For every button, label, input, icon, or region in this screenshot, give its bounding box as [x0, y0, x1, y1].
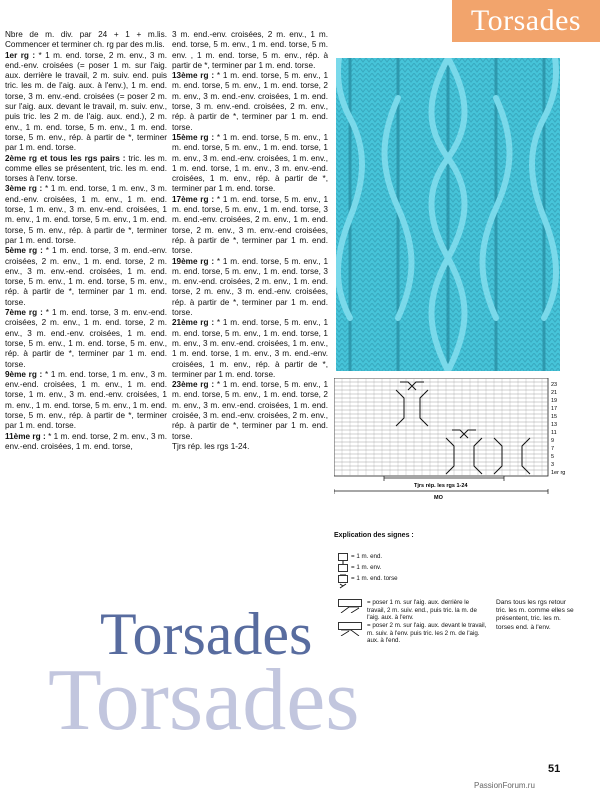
row-9-label: 9ème rg : [5, 369, 43, 379]
row-19-text: * 1 m. end. torse, 5 m. env., 1 m. end. torse, 5 m. env., 1 m. end. torse, 3 m. env.-end. croisées, 2 m. env., 1 m. end. torse, 2 m. env., 3 m. end.-env. croisées, rép. à partir de *, terminer par 1 m. end. torse. [172, 256, 328, 318]
row-label-7: 7 [551, 446, 555, 452]
row-17-label: 17ème rg : [172, 194, 215, 204]
row-7-text: * 1 m. end. torse, 3 m. env.-end. croisées, 2 m. env., 1 m. end. torse, 2 m. env., 3 m. end.-env. croisées, 1 m. end. torse, 5 m. env., 1 m. end. torse, 5 m. env., rép. à partir de *, terminer par 1 m. end. torse. [5, 308, 167, 369]
row-1-text: * 1 m. end. torse, 2 m. env., 3 m. end.-env. croisées (= poser 1 m. sur l'aig. aux. derrière le travail, 2 m. suiv. end. puis tric. les m. de l'aig. aux. à l'env.), 1 m. end. torse, 3 m. env.-end. croisées (= poser 2 m. sur l'aig. aux. devant le travail, m. suiv. env., puis tric. les 2 m. de l'aig. aux. end.), 2 m. env., 1 m. end. torse, 5 m. env., 1 m. end. torse, 5 m. env., rép. à partir de *, terminer par 1 m. end. torse. [5, 50, 167, 153]
big-title: Torsades [100, 601, 313, 667]
header-title: Torsades [470, 4, 582, 37]
row-label-5: 5 [551, 454, 555, 460]
row-13-instruction [172, 71, 328, 133]
legend-cross-left: = poser 2 m. sur l'aig. aux. devant le travail, m. suiv. à l'env. puis tric. les 2 m. de l'aig. aux. à l'end. [367, 622, 487, 644]
row-17-text: * 1 m. end. torse, 5 m. env., 1 m. end. torse, 5 m. env., 1 m. end. torse, 3 m. end.-env. croisées, 2 m. env., 1 m. end. torse, 2 m. env., 3 m. env.-end croisées, rép. à partir de *, terminer par 1 m. end. torse. [172, 194, 328, 256]
purl-symbol-icon [338, 564, 348, 572]
page-number: 51 [548, 763, 561, 775]
legend-knit: = 1 m. end. [351, 553, 383, 560]
row-label-9: 9 [551, 438, 555, 444]
knit-symbol-icon [338, 553, 348, 561]
side-note: Dans tous les rgs retour tric. les m. comme elles se présentent, tric. les m. torses end. à l'env. [496, 599, 574, 631]
row-19-label: 19ème rg : [172, 256, 215, 266]
row-11-label: 11ème rg : [5, 431, 46, 441]
legend-cross-right: = poser 1 m. sur l'aig. aux. derrière le travail, 2 m. suiv. end., puis tric. la m. de l'aig. aux. à l'env. [367, 599, 477, 621]
row-label-23: 23 [551, 382, 558, 388]
row-label-19: 19 [551, 398, 558, 404]
row-19-instruction [172, 257, 328, 319]
watermark: PassionForum.ru [474, 781, 535, 790]
big-title-shadow: Torsades [48, 652, 360, 749]
row-2-text: tric. les m. comme elles se présentent, tric. les m. end. torses à l'env. torse. [5, 153, 167, 184]
knitting-chart [334, 378, 566, 504]
row-5-text: * 1 m. end. torse, 3 m. end.-env. croisées, 2 m. env., 1 m. end. torse, 2 m. env., 3 m. env.-end. croisées, 1 m. end. torse, 5 m. env., 1 m. end. torse, 5 m. env., rép. à partir de *, terminer par 1 m. end. torse. [5, 246, 167, 307]
row-11-instruction [5, 432, 167, 453]
row-15-text: * 1 m. end. torse, 5 m. env., 1 m. end. torse, 5 m. env., 1 m. end. torse, 1 m. env., 3 m. end.-env. croisées, 1 m. env., 1 m. end. torse, 1 m. env., 3 m. env.-end. croisées, 1 m. env., rép. à partir de *, terminer par 1 m. end. torse. [172, 132, 328, 194]
row-label-11: 11 [551, 430, 557, 436]
knit-swatch-photo [336, 58, 560, 371]
repeat-label: Tjrs rép. les rgs 1-24 [414, 483, 468, 489]
cross-left-symbol-icon [338, 622, 362, 630]
row-11-continuation: 3 m. end.-env. croisées, 2 m. env., 1 m. end. torse, 5 m. env., 1 m. end. torse, 5 m. env. , 1 m. end. torse, 5 m. env., rép. à partir de *, terminer par 1 m. end. torse. [172, 30, 328, 70]
row-23-text: * 1 m. end. torse, 5 m. env., 1 m. end. torse, 5 m. env., 1 m. end. torse, 2 m. env., 3 m. env.-end. croisées, 1 m. end. croisée, 3 m. end.-env. croisées, 2 m. env., rép. à partir de *, terminer par 1 m. end. torse. [172, 380, 328, 441]
row-21-instruction [172, 318, 328, 380]
row-13-label: 13ème rg : [172, 71, 215, 81]
instructions-column-2 [172, 30, 328, 452]
row-9-instruction [5, 370, 167, 432]
instructions-column-1 [5, 30, 167, 452]
row-5-instruction [5, 246, 167, 308]
row-label-21: 21 [551, 390, 558, 396]
twisted-knit-symbol-icon [338, 575, 348, 583]
row-21-text: * 1 m. end. torse, 5 m. env., 1 m. end. torse, 5 m. env., 1 m. end. torse, 1 m. env., 3 m. env.-end. croisées, 1 m. env., 1 m. end. torse, 1 m. env., 3 m. end.-env. croisées, 1 m. env., rép. à partir de *, terminer par 1 m. end. torse. [172, 318, 328, 379]
row-2-instruction [5, 154, 167, 185]
row-1-label: 1er rg : [5, 50, 36, 60]
row-3-instruction [5, 184, 167, 246]
row-3-label: 3ème rg : [5, 184, 43, 194]
legend-purl: = 1 m. env. [351, 564, 382, 571]
row-13-text: * 1 m. end. torse, 5 m. env., 1 m. end. torse, 5 m. env., 1 m. end. torse, 2 m. env., 3 m. end.-env. croisées, 1 m. end. torse, 3 m. env.-end. croisées, 2 m. env., rép. à partir de *, terminer par 1 m. end. torse. [172, 71, 328, 132]
cross-right-symbol-icon [338, 599, 362, 607]
row-7-instruction [5, 308, 167, 370]
row-7-label: 7ème rg : [5, 308, 43, 318]
row-15-instruction [172, 133, 328, 195]
row-1-instruction [5, 51, 167, 154]
legend-title: Explication des signes : [334, 532, 414, 539]
legend-twisted-knit: = 1 m. end. torse [351, 575, 398, 582]
row-23-label: 23ème rg : [172, 380, 215, 390]
row-label-1: 1er rg [551, 470, 566, 476]
row-9-text: * 1 m. end. torse, 1 m. env., 3 m. env.-end. croisées, 1 m. env., 1 m. end. torse, 1 m. env., 3 m. end.-env. croisées, 1 m. env., 1 m. end. torse, 5 m. env., 1 m. end. torse, 5 m. env., rép. à partir de *, terminer par 1 m. end. torse. [5, 369, 167, 431]
row-23-instruction [172, 380, 328, 442]
row-label-3: 3 [551, 462, 555, 468]
row-15-label: 15ème rg : [172, 132, 215, 142]
row-3-text: * 1 m. end. torse, 1 m. env., 3 m. end.-env. croisées, 1 m. env., 1 m. end. torse, 1 m. env., 3 m. env.-end. croisées, 1 m. env., 1 m. end. torse, 5 m. env., 1 m. end. torse, 5 m. env., rép. à partir de *, terminer par 1 m. end. torse. [5, 184, 167, 245]
row-2-label: 2ème rg et tous les rgs pairs : [5, 153, 126, 163]
row-label-15: 15 [551, 414, 558, 420]
stitch-count-paragraph: Nbre de m. div. par 24 + 1 + m.lis. Commencer et terminer ch. rg par des m.lis. [5, 30, 167, 50]
row-5-label: 5ème rg : [5, 246, 43, 256]
repeat-instruction: Tjrs rép. les rgs 1-24. [172, 441, 250, 451]
row-label-17: 17 [551, 406, 558, 412]
mo-label: MO [434, 495, 443, 501]
row-label-13: 13 [551, 422, 558, 428]
row-21-label: 21ème rg : [172, 318, 215, 328]
header-band [452, 0, 600, 42]
row-17-instruction [172, 195, 328, 257]
row-11-text: * 1 m. end. torse, 2 m. env., 3 m. env.-end. croisées, 1 m. end. torse, [5, 431, 167, 451]
